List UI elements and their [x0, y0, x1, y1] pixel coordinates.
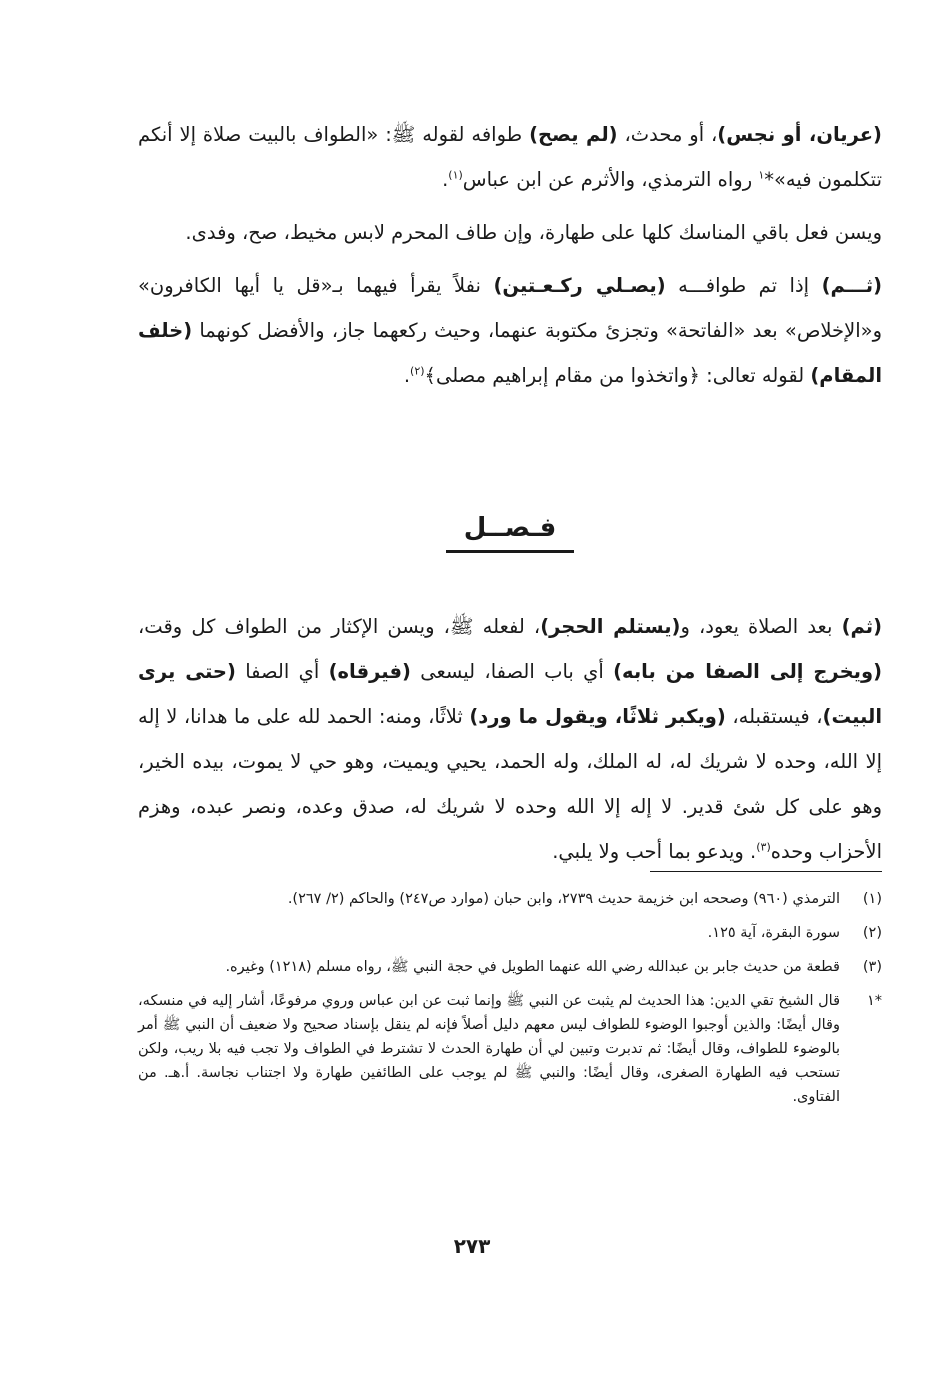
bold-phrase: (ويخرج إلى الصفا من بابه) [613, 660, 882, 683]
footnote-note [138, 989, 882, 1109]
bold-phrase: (ثم) [841, 615, 883, 638]
footnote-number: *١ [866, 993, 882, 1009]
bold-phrase: (لم يصح) [529, 123, 618, 146]
footnote-ref: (٣) [756, 840, 771, 854]
text-run: أي الصفا [235, 660, 329, 683]
spacer [138, 568, 882, 604]
paragraph-1 [138, 112, 882, 202]
text-run: ، فيستقبله، [725, 705, 823, 728]
text-run: إذا تم طوافـــه [665, 274, 822, 297]
text-run: . [403, 364, 411, 387]
text-run: نفلاً يقرأ فيهما بـ«قل يا أيها الكافرون» و«الإخلاص» بعد «الفاتحة» وتجزئ مكتوبة عنهما، وحيث ركعهما جاز، والأفضل كونهما [138, 274, 882, 342]
bold-phrase: (خلف المقام) [138, 319, 882, 387]
footnote-number: (٣) [862, 959, 882, 975]
footnote-1 [138, 887, 882, 911]
bold-phrase: (يصـلي ركـعـتين) [493, 274, 666, 297]
text-run: رواه الترمذي، والأثرم عن ابن عباس [462, 168, 759, 191]
bold-phrase: (فيرقاه) [328, 660, 411, 683]
bold-phrase: (ثـــم) [821, 274, 882, 297]
footnotes [138, 887, 882, 1109]
text-run: ثلاثًا، ومنه: الحمد لله على ما هدانا، لا إله إلا الله، وحده لا شريك له، له الملك، وله الحمد، يحيي ويميت، وهو حي لا يموت، بيده الخير، وهو على كل شئ قدير. لا إله إلا الله وحده لا شريك له، صدق وعده، ونصر عبده، وهزم الأحزاب وحده [138, 705, 882, 863]
section-heading [138, 508, 882, 568]
text-run: ويسن فعل باقي المناسك كلها على طهارة، وإن طاف المحرم لابس مخيط، صح، وفدى. [185, 221, 882, 244]
footnote-ref: (٢) [410, 364, 425, 378]
main-text-column [138, 112, 882, 882]
footnote-ref: (١) [448, 168, 463, 182]
footnote-3 [138, 955, 882, 979]
text-run: بعد الصلاة يعود، و [680, 615, 842, 638]
footnote-2 [138, 921, 882, 945]
text-run: لقوله تعالى: ﴿واتخذوا من مقام إبراهيم مصلى﴾ [424, 364, 811, 387]
footnote-marker: ١ [758, 168, 765, 182]
footnote-text: قال الشيخ تقي الدين: هذا الحديث لم يثبت عن النبي ﷺ وإنما ثبت عن ابن عباس وروي مرفوعًا، أشار إليه في منسكه، وقال أيضًا: والذين أوجبوا الوضوء للطواف ليس معهم دليل أصلاً فإنه لم ينقل بإسناد صحيح ولا ضعيف أن النبي ﷺ أمر بالوضوء للطواف، وقال أيضًا: ثم تدبرت وتبين لي أن طهارة الحدث لا تشترط في الطواف ولا تجب فيه بلا ريب، ولكن تستحب فيه الطهارة الصغرى، وقال أيضًا: والنبي ﷺ لم يوجب على الطائفين طهارة ولا اجتناب نجاسة. أ.هـ. من الفتاوى. [138, 993, 840, 1105]
footnote-text: قطعة من حديث جابر بن عبدالله رضي الله عنهما الطويل في حجة النبي ﷺ، رواه مسلم (١٢١٨) وغيره. [225, 959, 840, 975]
text-run: . ويدعو بما أحب ولا يلبي. [552, 840, 757, 863]
text-run: ، لفعله ﷺ، ويسن الإكثار من الطواف كل وقت، [138, 615, 541, 638]
footnote-number: (١) [862, 891, 882, 907]
paragraph-2 [138, 210, 882, 255]
text-run: طوافه لقوله ﷺ: «الطواف بالبيت صلاة إلا أنكم تتكلمون فيه»* [138, 123, 882, 191]
paragraph-4 [138, 604, 882, 874]
footnote-separator [650, 871, 882, 872]
bold-phrase: (حتى يرى البيت) [138, 660, 883, 728]
footnote-text: سورة البقرة، آية ١٢٥. [707, 925, 840, 941]
bold-phrase: (ويكبر ثلاثًا، ويقول ما ورد) [469, 705, 726, 728]
text-run: ، أو محدث، [617, 123, 718, 146]
section-heading-text: فـصــل [446, 508, 575, 553]
text-run: . [442, 168, 449, 191]
bold-phrase: (يستلم الحجر) [540, 615, 681, 638]
page-number: ٢٧٣ [453, 1234, 491, 1258]
paragraph-3 [138, 263, 882, 398]
bold-phrase: (عريان، أو نجس) [717, 123, 882, 146]
footnote-number: (٢) [862, 925, 882, 941]
text-run: أي باب الصفا، ليسعى [410, 660, 614, 683]
footnote-text: الترمذي (٩٦٠) وصححه ابن خزيمة حديث ٢٧٣٩، وابن حبان (موارد ص٢٤٧) والحاكم (٢/ ٢٦٧). [287, 891, 840, 907]
